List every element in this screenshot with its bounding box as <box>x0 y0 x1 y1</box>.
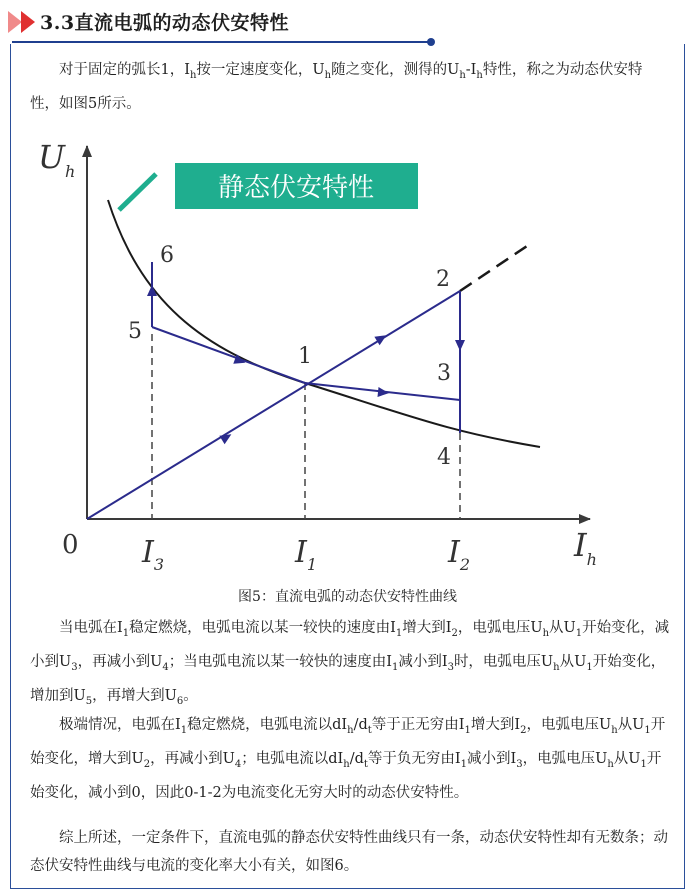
x-axis-label: $I_h$ <box>574 526 597 569</box>
y-axis-label: $U_h$ <box>38 138 76 181</box>
legend-line <box>119 174 156 210</box>
tick-label-i1: $I_1$ <box>295 535 318 574</box>
legend-label: 静态伏安特性 <box>217 173 375 203</box>
static-va-curve <box>108 200 540 447</box>
point-label-1: 1 <box>298 344 312 369</box>
point-label-4: 4 <box>437 445 451 470</box>
point-label-3: 3 <box>437 361 451 386</box>
section-title: 3.3直流电弧的动态伏安特性 <box>40 12 290 34</box>
paragraph-dynamic-change: 当电弧在$I_1$稳定燃烧，电弧电流以某一较快的速度由$I_1$增大到$I_2$，电弧电压$U_h$从$U_1$开始变化，减小到$U_3$，再减小到$U_4$；当电弧电流以某一较快的速度由$I_1$减小到$I_3$时，电弧电压$U_h$从$U_1$开始变化，增加到$U_5$，再增大到$U_6$。 <box>30 620 670 707</box>
point-label-5: 5 <box>128 319 142 344</box>
intro-paragraph: 对于固定的弧长1，$I_h$按一定速度变化，$U_h$随之变化，测得的$U_h-I_h$特性，称之为动态伏安特性，如图5所示。 <box>30 62 643 112</box>
path-2-extension <box>460 244 530 291</box>
origin-label: 0 <box>62 530 79 560</box>
paragraph-extreme-case: 极端情况，电弧在$I_1$稳定燃烧，电弧电流以$dI_h/d_t$等于正无穷由$I_1$增大到$I_2$，电弧电压$U_h$从$U_1$开始变化，增大到$U_2$，再减小到$U_4$；电弧电流以$dI_h/d_t$等于负无穷由$I_1$减小到$I_3$，电弧电压$U_h$从$U_1$开始变化，减小到0，因此0-1-2为电流变化无穷大时的动态伏安特性。 <box>30 717 666 801</box>
paragraph-summary: 综上所述，一定条件下，直流电弧的静态伏安特性曲线只有一条，动态伏安特性却有无数条；动态伏安特性曲线与电流的变化率大小有关，如图6。 <box>30 830 668 874</box>
arrow-1-3 <box>377 387 389 398</box>
path-0-to-2 <box>87 291 460 519</box>
tick-label-i3: $I_3$ <box>142 535 165 574</box>
point-label-6: 6 <box>160 243 174 268</box>
tick-label-i2: $I_2$ <box>448 535 471 574</box>
arrow-0-1 <box>219 430 234 444</box>
point-label-2: 2 <box>436 267 450 292</box>
arrow-2-4 <box>455 340 465 351</box>
figure-caption: 图5：直流电弧的动态伏安特性曲线 <box>238 589 457 605</box>
